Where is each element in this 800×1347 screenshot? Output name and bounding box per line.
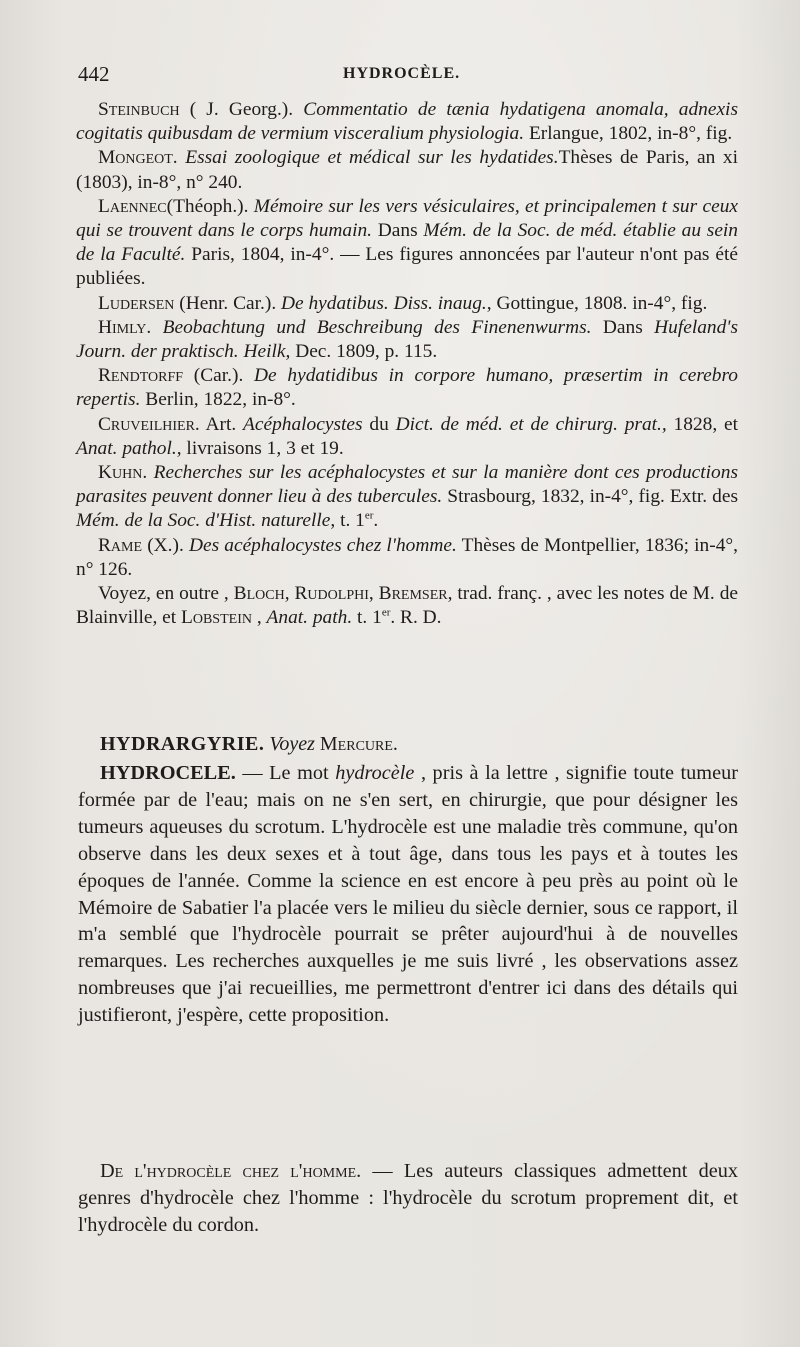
bib-entry-laennec	[76, 195, 738, 292]
bib-author: Himly	[98, 316, 147, 338]
bib-title: De hydatidibus in corpore humano, præsertim in cerebro repertis.	[76, 365, 738, 411]
running-head: HYDROCÈLE.	[343, 65, 461, 82]
bib-sep: ,	[251, 607, 267, 629]
bib-post: .	[373, 510, 379, 532]
entry-crossref: Mercure.	[319, 733, 398, 755]
bib-title: De hydatibus. Diss. inaug.	[281, 292, 487, 314]
bib-entry-steinbuch	[76, 98, 738, 146]
bib-title: Anat. path.	[266, 607, 353, 629]
bib-mid: du	[362, 413, 396, 435]
bib-author: Steinbuch	[98, 99, 180, 120]
bib-journal: Hufeland's Journ. der praktisch. Heilk,	[76, 316, 738, 363]
bib-title: Beobachtung und Beschreibung des Finenenwurms.	[162, 316, 592, 338]
bib-pre: .	[142, 462, 154, 484]
entry-hydrocele	[78, 760, 738, 1029]
bib-mid: Dans	[372, 220, 424, 242]
bib-title: Essai zoologique et médical sur les hydatides.	[185, 147, 559, 169]
bib-pre: (X.).	[142, 534, 189, 556]
bib-sep: ,	[368, 583, 379, 605]
bib-title: Commentatio de tænia hydatigena anomala, adnexis cogitatis quibusdam de vermium visceralium physiologia.	[76, 99, 738, 145]
subsection-paragraph	[78, 1158, 738, 1239]
bib-pre: .	[146, 316, 163, 338]
bib-entry-mongeot	[76, 146, 738, 194]
bib-post: . R. D.	[390, 607, 442, 629]
bib-author: Ludersen	[98, 292, 175, 314]
bibliography	[76, 98, 738, 630]
bib-title: Mémoire sur les vers vésiculaires, et principalemen t sur ceux qui se trouvent dans le corps humain.	[76, 195, 738, 242]
entry-hydrargyrie	[100, 732, 740, 756]
bib-author: Rame	[98, 534, 143, 556]
bib-entry-kuhn	[76, 461, 738, 534]
bib-entry-rame	[76, 534, 738, 582]
bib-pre: (Henr. Car.).	[174, 292, 282, 314]
subsection-title: De l'hydrocèle chez l'homme.	[100, 1160, 362, 1182]
bib-author-lobstein: Lobstein	[181, 607, 252, 629]
bib-title: Des acéphalocystes chez l'homme.	[188, 534, 457, 556]
bib-author: Kuhn	[98, 462, 143, 484]
bib-mid: Dans	[591, 316, 655, 338]
bib-mid: Strasbourg, 1832, in-4°, fig. Extr. des	[442, 486, 738, 508]
bib-post: , Gottingue, 1808. in-4°, fig.	[486, 292, 708, 314]
bib-entry-himly	[76, 316, 738, 364]
bib-author: Laennec	[98, 195, 167, 217]
hydrocele-paragraph	[78, 760, 738, 1029]
bib-author-rudolphi: Rudolphi	[294, 583, 369, 605]
bib-author: Rendtorff	[98, 365, 184, 387]
bib-sup: er	[381, 606, 391, 619]
bib-entry-rendtorff	[76, 364, 738, 412]
subsection-body: — Les auteurs classiques admettent deux genres d'hydrocèle chez l'homme : l'hydrocèle du scrotum proprement dit, et l'hydrocèle du cordon.	[78, 1160, 738, 1236]
bib-author-bremser: Bremser	[378, 583, 448, 605]
page-header	[78, 62, 738, 92]
bib-author-bloch: Bloch	[233, 583, 285, 605]
bib-entry-cruveilhier	[76, 413, 738, 461]
entry-term: HYDRARGYRIE.	[100, 733, 265, 755]
bib-journal: Mém. de la Soc. d'Hist. naturelle	[76, 510, 331, 532]
bib-author: Mongeot	[98, 147, 173, 169]
bib-journal-2: Anat. pathol.	[76, 437, 177, 459]
bib-pre: (Car.).	[183, 365, 255, 387]
entry-voyez: Voyez	[269, 733, 315, 755]
bib-sup: er	[364, 509, 374, 522]
bib-pre: ( J. Georg.).	[179, 99, 304, 120]
bib-volume: t. 1	[352, 607, 382, 629]
bib-post: Paris, 1804, in-4°. — Les figures annoncées par l'auteur n'ont pas été publiées.	[76, 244, 738, 290]
entry-term: HYDROCELE.	[100, 762, 236, 784]
bib-pre: . Art.	[194, 413, 244, 435]
bib-volume: , t. 1	[330, 510, 365, 532]
bib-post: Thèses de Montpellier, 1836; in-4°, n° 126.	[76, 534, 738, 580]
bib-title: Acéphalocystes	[243, 413, 363, 435]
bib-pre: (Théoph.).	[166, 195, 254, 217]
entry-dash: — Le mot	[235, 762, 336, 784]
bib-post: Erlangue, 1802, in-8°, fig.	[524, 123, 733, 145]
entry-body: , pris à la lettre , signifie toute tumeur formée par de l'eau; mais on ne s'en sert, en chirurgie, que pour désigner les tumeurs aqueuses du scrotum. L'hydrocèle est une maladie très commune, qu'on observe dans les deux sexes et à tout âge, dans tous les pays et à toutes les époques de l'année. Comme la science en est encore à peu près au point où le Mémoire de Sabatier l'a placée vers le milieu du siècle dernier, sous ce rapport, il m'a semblé que l'hydrocèle pourrait se prêter aujourd'hui à de nouvelles remarques. Les recherches auxquelles je me suis livré , les observations assez nombreuses que j'ai recueillies, me permettront d'entrer ici dans des détails qui justifieront, j'espère, cette proposition.	[78, 762, 738, 1027]
bib-mid2: 1828, et	[666, 413, 738, 435]
bib-post: Thèses de Paris, an xi (1803), in-8°, n° 240.	[76, 147, 738, 193]
bib-pre: Voyez, en outre ,	[98, 583, 234, 605]
bib-sep: ,	[284, 583, 295, 605]
page-number: 442	[78, 62, 110, 86]
entry-word: hydrocèle	[335, 762, 415, 784]
bib-journal: Mém. de la Soc. de méd. établie au sein de la Faculté.	[76, 220, 739, 266]
bib-author: Cruveilhier	[98, 413, 195, 435]
subsection-hydrocele-homme	[78, 1158, 738, 1239]
bib-entry-voyez	[76, 582, 738, 630]
bib-entry-ludersen	[76, 292, 738, 316]
bib-post: Dec. 1809, p. 115.	[290, 341, 438, 363]
bib-post: Berlin, 1822, in-8°.	[140, 389, 296, 411]
bib-post: , livraisons 1, 3 et 19.	[176, 437, 344, 459]
bib-journal: Dict. de méd. et de chirurg. prat.,	[395, 413, 667, 435]
bib-title: Recherches sur les acéphalocystes et sur la manière dont ces productions parasites peuvent donner lieu à des tubercules.	[76, 462, 738, 508]
bib-mid: , trad. franç. , avec les notes de M. de Blainville, et	[76, 583, 738, 629]
bib-pre: .	[172, 147, 186, 169]
